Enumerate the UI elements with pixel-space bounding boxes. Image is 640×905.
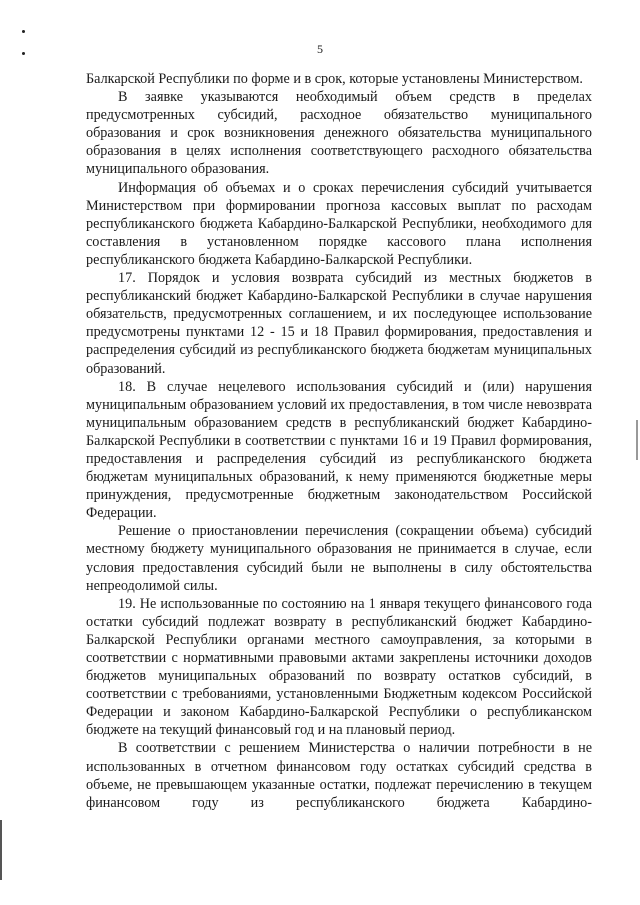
scan-edge-mark-right: [636, 420, 638, 460]
paragraph-18: 18. В случае нецелевого использования субсидий и (или) нарушения муниципальным образованием условий их предоставления, в том числе невозврата муниципальным образованием средств в республиканский бюджет Кабардино-Балкарской Республики в соответствии с пунктами 16 и 19 Правил формирования, предоставления и распределения субсидий из республиканского бюджета бюджетам муниципальных образований, к нему применяются бюджетные меры принуждения, предусмотренные бюджетным законодательством Российской Федерации.: [86, 378, 592, 522]
paragraph-information: Информация об объемах и о сроках перечисления субсидий учитывается Министерством при формировании прогноза кассовых выплат по расходам республиканского бюджета Кабардино-Балкарской Республики, необходимого для составления в установленном порядке кассового плана исполнения республиканского бюджета Кабардино-Балкарской Республики.: [86, 179, 592, 268]
page-number: 5: [317, 42, 323, 56]
scan-edge-mark: [0, 820, 2, 880]
scan-dot-top: [22, 30, 25, 33]
paragraph-17: 17. Порядок и условия возврата субсидий из местных бюджетов в республиканский бюджет Кабардино-Балкарской Республики в случае нарушения обязательств, предусмотренных соглашением, и их последующее использование предусмотрены пунктами 12 - 15 и 18 Правил формирования, предоставления и распределения субсидий из республиканского бюджета бюджетам муниципальных образований.: [86, 270, 592, 377]
paragraph-19: 19. Не использованные по состоянию на 1 января текущего финансового года остатки субсидий подлежат возврату в республиканский бюджет Кабардино-Балкарской Республики органами местного самоуправления, за которыми в соответствии с нормативными правовыми актами закреплены источники доходов бюджетов муниципальных образований по возврату остатков субсидий, в соответствии с требованиями, установленными Бюджетным кодексом Российской Федерации и законом Кабардино-Балкарской Республики о республиканском бюджете на текущий финансовый год и на плановый период.: [86, 595, 592, 739]
paragraph-remaining-funds: В соответствии с решением Министерства о наличии потребности в не использованных в отчетном финансовом году остатках субсидий средства в объеме, не превышающем указанные остатки, подлежат перечислению в текущем финансовом году из республиканского бюджета Кабардино-: [86, 740, 592, 811]
paragraph-suspension-decision: Решение о приостановлении перечисления (сокращении объема) субсидий местному бюджету муниципального образования не принимается в случае, если условия предоставления субсидий были не выполнены в силу обстоятельства непреодолимой силы.: [86, 523, 592, 594]
paragraph-application: В заявке указываются необходимый объем средств в пределах предусмотренных субсидий, расходное обязательство муниципального образования и срок возникновения денежного обязательства муниципального образования в целях исполнения соответствующего расходного обязательства муниципального образования.: [86, 89, 592, 178]
document-body: [86, 70, 592, 812]
paragraph-continuation: Балкарской Республики по форме и в срок, которые установлены Министерством.: [86, 71, 583, 87]
